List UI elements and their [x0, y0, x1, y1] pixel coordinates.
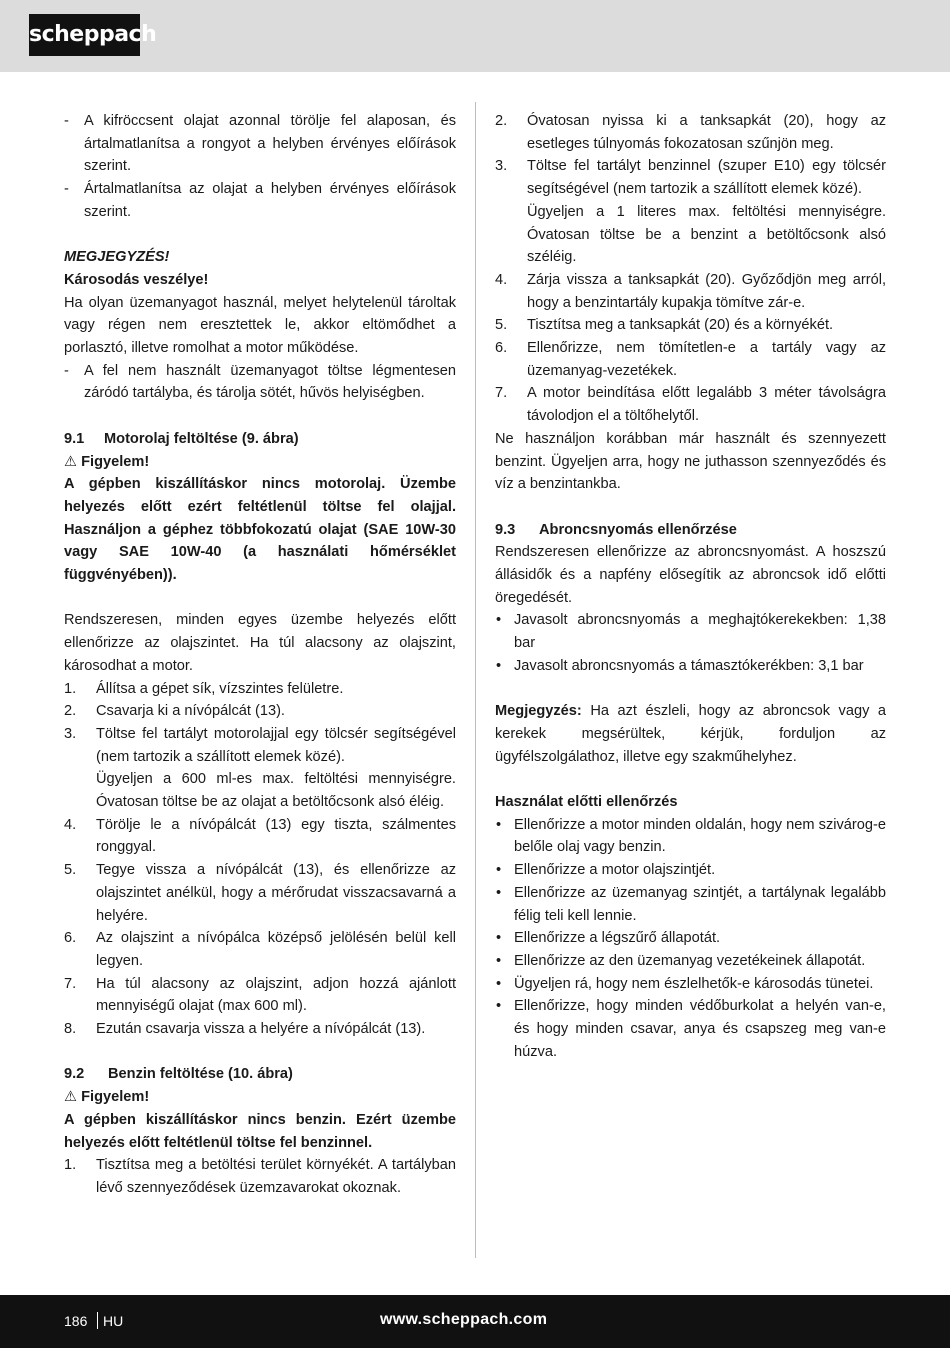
- step-item: 2. Csavarja ki a nívópálcát (13).: [64, 703, 285, 720]
- step-item: 3. Töltse fel tartályt benzinnel (szuper E10) egy tölcsér segítségével (nem tartozik a szállított elemek közé).: [495, 158, 886, 198]
- list-item: • Ellenőrizze, hogy minden védőburkolat a helyén van-e, és hogy minden csavar, anya és csapszeg meg van-e húzva.: [496, 998, 886, 1060]
- left-column: [64, 110, 456, 1200]
- footer-bar: [0, 1295, 950, 1348]
- fuel-paragraph: Ne használjon korábban már használt és szennyezett benzint. Ügyeljen arra, hogy ne juthasson szennyeződés és víz a benzintankba.: [495, 430, 886, 493]
- page-number: 186: [64, 1313, 88, 1329]
- warning-label: ⚠ Figyelem!: [64, 451, 456, 474]
- list-item: • Ügyeljen rá, hogy nem észlelhetők-e károsodás tünetei.: [496, 975, 874, 992]
- list-item: • Javasolt abroncsnyomás a meghajtókerekekben: 1,38 bar: [496, 612, 886, 652]
- step-item: 6. Ellenőrizze, nem tömítetlen-e a tartály vagy az üzemanyag-vezetékek.: [495, 340, 886, 379]
- list-item: - A fel nem használt üzemanyagot töltse légmentesen záródó tartályba, és tárolja sötét, hűvös helyiségben.: [64, 362, 456, 402]
- footer-separator: [97, 1312, 98, 1329]
- note-title: MEGJEGYZÉS!: [64, 249, 170, 266]
- step-item: 5. Tegye vissza a nívópálcát (13), és ellenőrizze az olajszintet anélkül, hogy a mérőrudat visszacsavarná a helyére.: [64, 862, 456, 924]
- list-item: • Javasolt abroncsnyomás a támasztókerékben: 3,1 bar: [496, 657, 864, 674]
- list-item: - A kifröccsent olajat azonnal törölje fel alaposan, és ártalmatlanítsa a rongyot a helyben érvényes előírások szerint.: [64, 113, 456, 175]
- step-item: 3. Töltse fel tartályt motorolajjal egy tölcsér segítségével (nem tartozik a szállított elemek közé).: [64, 725, 456, 765]
- header-bar: [0, 0, 950, 72]
- warning-text: A gépben kiszállításkor nincs motorolaj. Üzembe helyezés előtt ezért feltétlenül töltse fel olajjal. Használjon a géphez többfokozatú olajat (SAE 10W-30 vagy SAE 10W-40 (a használati hőmérséklet függvényében)).: [64, 476, 456, 584]
- list-item: • Ellenőrizze a motor olajszintjét.: [496, 862, 716, 879]
- note-text: Ha olyan üzemanyagot használ, melyet helytelenül tároltak vagy régen nem eresztettek le, akkor eltömődhet a porlasztó, illetve romolhat a motor működése.: [64, 294, 456, 357]
- step-item: 8. Ezután csavarja vissza a helyére a nívópálcát (13).: [64, 1021, 426, 1038]
- section-heading-9-2: 9.2 Benzin feltöltése (10. ábra): [64, 1066, 293, 1083]
- list-item: • Ellenőrizze az den üzemanyag vezetékeinek állapotát.: [496, 952, 866, 969]
- note-danger: Károsodás veszélye!: [64, 271, 209, 288]
- step-item: 7. A motor beindítása előtt legalább 3 méter távolságra távolodjon el a töltőhelytől.: [495, 385, 886, 425]
- section-heading-9-3: 9.3 Abroncsnyomás ellenőrzése: [495, 521, 737, 538]
- check-heading: Használat előtti ellenőrzés: [495, 794, 678, 811]
- step-item: 6. Az olajszint a nívópálca középső jelölésén belül kell legyen.: [64, 930, 456, 969]
- column-divider: [475, 102, 476, 1258]
- warning-icon: ⚠: [64, 1089, 78, 1106]
- list-item: • Ellenőrizze a motor minden oldalán, hogy nem szivárog-e belőle olaj vagy benzin.: [496, 816, 886, 856]
- list-item: • Ellenőrizze a légszűrő állapotát.: [496, 930, 721, 947]
- tire-paragraph: Rendszeresen ellenőrizze az abroncsnyomást. A hoszszú állásidők és a napfény elősegítik az abroncsok idő előtti öregedését.: [495, 544, 886, 606]
- section-heading-9-1: 9.1 Motorolaj feltöltése (9. ábra): [64, 430, 299, 447]
- step-item: 1. Tisztítsa meg a betöltési terület környékét. A tartályban lévő szennyeződések üzemzavarokat okoznak.: [64, 1157, 456, 1196]
- warning-icon: ⚠: [64, 453, 78, 470]
- step-item: 1. Állítsa a gépet sík, vízszintes felületre.: [64, 680, 344, 697]
- list-item: • Ellenőrizze az üzemanyag szintjét, a tartálynak legalább félig teli kell lennie.: [496, 884, 886, 924]
- tire-note: Megjegyzés: Ha azt észleli, hogy az abroncsok vagy a kerekek megsérültek, kérjük, forduljon az ügyfélszolgálathoz, illetve egy szakműhelyhez.: [495, 703, 887, 765]
- scheppach-logo: scheppach: [29, 14, 140, 56]
- step-item: 4. Törölje le a nívópálcát (13) egy tiszta, szálmentes ronggyal.: [64, 816, 456, 856]
- step-item: 7. Ha túl alacsony az olajszint, adjon hozzá ajánlott mennyiségű olajat (max 600 ml).: [64, 975, 456, 1015]
- step-item: 4. Zárja vissza a tanksapkát (20). Győződjön meg arról, hogy a benzintartály kupakja tömítve zár-e.: [495, 271, 886, 311]
- list-item: - Ártalmatlanítsa az olajat a helyben érvényes előírások szerint.: [64, 181, 456, 220]
- step-continuation: Ügyeljen a 600 ml-es max. feltöltési mennyiségre. Óvatosan töltse be az olajat a betöltőcsonk alsó éléig.: [96, 771, 456, 811]
- oil-paragraph: Rendszeresen, minden egyes üzembe helyezés előtt ellenőrizze az olajszintet. Ha túl alacsony az olajszint, károsodhat a motor.: [64, 612, 456, 674]
- right-column: [495, 110, 886, 1063]
- step-item: 2. Óvatosan nyissa ki a tanksapkát (20), hogy az esetleges túlnyomás fokozatosan szűnjön meg.: [495, 113, 886, 152]
- warning-label: ⚠ Figyelem!: [64, 1086, 456, 1109]
- step-continuation: Ügyeljen a 1 literes max. feltöltési mennyiségre. Óvatosan töltse be a benzint a betöltőcsonk alsó széléig.: [527, 203, 886, 266]
- step-item: 5. Tisztítsa meg a tanksapkát (20) és a környékét.: [495, 317, 834, 334]
- warning-text: A gépben kiszállításkor nincs benzin. Ezért üzembe helyezés előtt feltétlenül töltse fel benzinnel.: [64, 1111, 456, 1151]
- language-code: HU: [103, 1313, 124, 1329]
- website-url: www.scheppach.com: [380, 1311, 548, 1328]
